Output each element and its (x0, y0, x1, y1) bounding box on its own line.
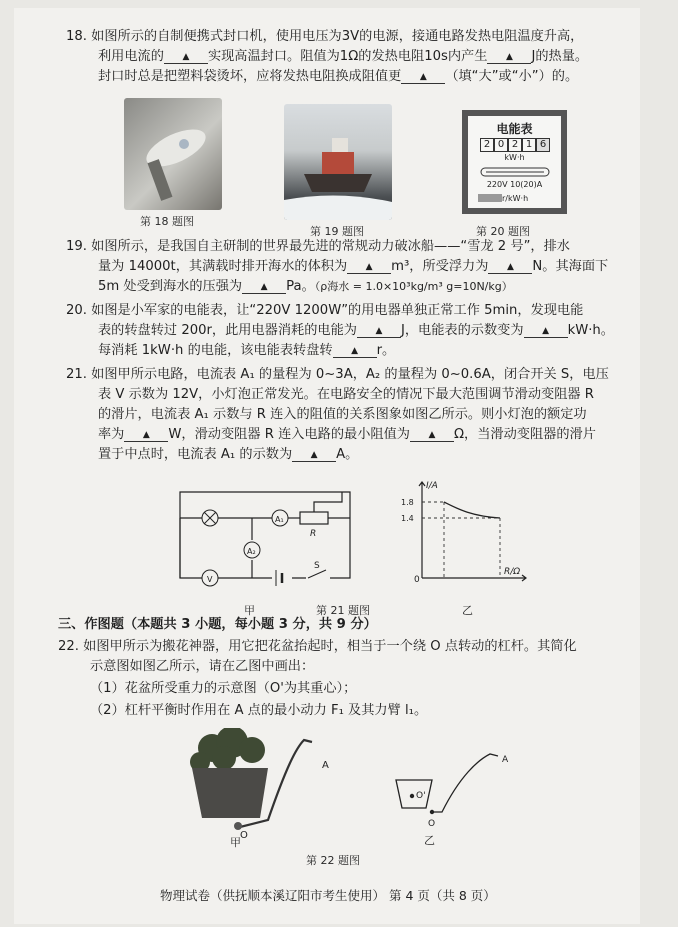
answer-blank: ▲ (488, 261, 532, 274)
flower-pot-icon (192, 768, 268, 818)
graph-origin: 0 (414, 575, 420, 585)
q21-text: 率为 (98, 427, 125, 442)
q21-text: 置于中点时，电流表 A₁ 的示数为 (98, 447, 293, 462)
q21-line5 (98, 446, 358, 464)
sealer-photo (124, 98, 222, 210)
q19-text: N。其海面下 (532, 259, 609, 274)
pivot-dot (430, 810, 434, 814)
q21-line2: 表 V 示数为 12V，小灯泡正常发光。在电路安全的情况下最大范围调节滑动变阻器 R (98, 387, 594, 402)
q21-text: A。 (336, 447, 359, 462)
q19-text: 5m 处受到海水的压强为 (98, 279, 243, 294)
answer-blank: ▲ (487, 51, 531, 64)
meter-rate: r/kW·h (502, 194, 529, 203)
gravity-center-dot (410, 794, 414, 798)
lamp-icon (202, 510, 218, 526)
q22-line3: （1）花盆所受重力的示意图（O'为其重心）； (90, 681, 357, 696)
answer-blank: ▲ (292, 449, 336, 462)
switch-icon (306, 570, 330, 582)
q19-text: m³，所受浮力为 (391, 259, 489, 274)
q20-text: J，电能表的示数变为 (400, 323, 524, 338)
meter-digits (480, 138, 550, 152)
lever-line (430, 754, 498, 812)
icebreaker-photo (284, 104, 392, 220)
fig22-caption: 第 22 题图 (306, 854, 360, 867)
point-a-label: A (322, 760, 329, 771)
q20-text: 表的转盘转过 200r，此用电器消耗的电能为 (98, 323, 357, 338)
section3-heading: 三、作图题（本题共 3 小题，每小题 3 分，共 9 分） (58, 617, 377, 632)
meter-spec: 220V 10(20)A (486, 180, 543, 189)
meter-digit: 1 (522, 138, 536, 152)
q18-text: 利用电流的 (98, 49, 164, 64)
a2-label: A₂ (247, 547, 256, 556)
q19-line1: 19. 如图所示，是我国自主研制的世界最先进的常规动力破冰船——“雪龙 2 号”，排水 (66, 239, 570, 254)
sealer-photo-image (124, 98, 222, 210)
q21-text: Ω，当滑动变阻器的滑片 (453, 427, 596, 442)
meter-unit: kW·h (504, 153, 525, 162)
fig22-jia-label: 甲 (230, 836, 241, 849)
circuit-diagram (172, 484, 362, 594)
icebreaker-photo-image (284, 104, 392, 220)
q20-line1: 20. 如图是小军家的电能表，让“220V 1200W”的用电器单独正常工作 5min，发现电能 (66, 303, 584, 318)
q22-line4: （2）杠杆平衡时作用在 A 点的最小动力 F₁ 及其力臂 l₁。 (90, 703, 428, 718)
meter-rate-row (478, 194, 528, 203)
fig21-caption: 第 21 题图 (316, 604, 370, 617)
circuit-label: 甲 (244, 604, 255, 617)
energy-meter (462, 110, 567, 214)
q19-text: 量为 14000t，其满载时排开海水的体积为 (98, 259, 348, 274)
q18-line3 (98, 68, 578, 86)
page-footer: 物理试卷（供抚顺本溪辽阳市考生使用） 第 4 页（共 8 页） (160, 888, 496, 903)
answer-blank: ▲ (347, 261, 391, 274)
q22-line2: 示意图如图乙所示，请在乙图中画出： (90, 659, 315, 674)
meter-digit: 2 (480, 138, 494, 152)
answer-blank: ▲ (401, 71, 445, 84)
answer-blank: ▲ (333, 345, 377, 358)
flower-lifter-drawing (176, 728, 336, 840)
q21-text: W，滑动变阻器 R 连入电路的最小阻值为 (168, 427, 410, 442)
lever-sketch (392, 746, 528, 842)
q21-line3: 的滑片，电流表 A₁ 示数与 R 连入的阻值的关系图象如图乙所示。则小灯泡的额定功 (98, 407, 587, 422)
fig22-yi-label: 乙 (424, 834, 435, 847)
pivot-icon (234, 822, 242, 830)
q21-line4 (98, 426, 596, 444)
current-curve (444, 502, 500, 518)
battery-icon (272, 570, 292, 586)
q19-line3 (98, 278, 513, 296)
meter-digit: 6 (536, 138, 550, 152)
q19-constants: （ρ海水 = 1.0×10³kg/m³ g=10N/kg） (314, 280, 513, 293)
meter-rate-hidden (478, 194, 502, 202)
a1-label: A₁ (275, 515, 284, 524)
answer-blank: ▲ (357, 325, 401, 338)
fig20-caption: 第 20 题图 (476, 225, 530, 238)
meter-digit: 0 (494, 138, 508, 152)
q20-text: kW·h。 (567, 323, 614, 338)
answer-blank: ▲ (124, 429, 168, 442)
q20-line3 (98, 342, 395, 360)
q18-text: （填“大”或“小”）的。 (445, 69, 579, 84)
q22-line1: 22. 如图甲所示为搬花神器，用它把花盆抬起时，相当于一个绕 O 点转动的杠杆。其简化 (58, 639, 577, 654)
pot-outline (396, 780, 432, 808)
guide-lines (422, 502, 500, 578)
q18-line1: 18. 如图所示的自制便携式封口机，使用电压为3V的电源，接通电路发热电阻温度升高， (66, 29, 584, 44)
plant-icon (190, 728, 265, 772)
fig19-caption: 第 19 题图 (310, 225, 364, 238)
answer-blank: ▲ (410, 429, 454, 442)
current-resistance-graph (396, 476, 536, 594)
q18-text: J的热量。 (531, 49, 589, 64)
graph-ylabel: I/A (426, 481, 438, 491)
answer-blank: ▲ (242, 281, 286, 294)
oprime-label: O' (416, 791, 426, 801)
o-label: O (428, 819, 436, 829)
meter-digit: 2 (508, 138, 522, 152)
v-label: V (207, 575, 213, 584)
fig18-caption: 第 18 题图 (140, 215, 194, 228)
point-o-label: O (240, 830, 248, 840)
r-label: R (310, 529, 317, 539)
q18-line2 (98, 48, 588, 66)
q19-text: Pa。 (286, 279, 315, 294)
s-label: S (314, 561, 320, 571)
q18-text: 封口时总是把塑料袋烫坏，应将发热电阻换成阻值更 (98, 69, 402, 84)
graph-y2: 1.4 (401, 514, 414, 523)
meter-disc-window (480, 166, 550, 178)
meter-title: 电能表 (496, 122, 533, 136)
q18-text: 实现高温封口。阻值为1Ω的发热电阻10s内产生 (207, 49, 488, 64)
answer-blank: ▲ (524, 325, 568, 338)
graph-label: 乙 (462, 604, 473, 617)
answer-blank: ▲ (164, 51, 208, 64)
q20-text: 每消耗 1kW·h 的电能，该电能表转盘转 (98, 343, 333, 358)
graph-xlabel: R/Ω (504, 567, 521, 577)
graph-y1: 1.8 (401, 498, 414, 507)
q19-line2 (98, 258, 608, 276)
q20-line2 (98, 322, 614, 340)
q21-line1: 21. 如图甲所示电路，电流表 A₁ 的量程为 0~3A，A₂ 的量程为 0~0.6A，闭合开关 S，电压 (66, 367, 609, 382)
q20-text: r。 (376, 343, 396, 358)
a-label: A (502, 755, 509, 765)
